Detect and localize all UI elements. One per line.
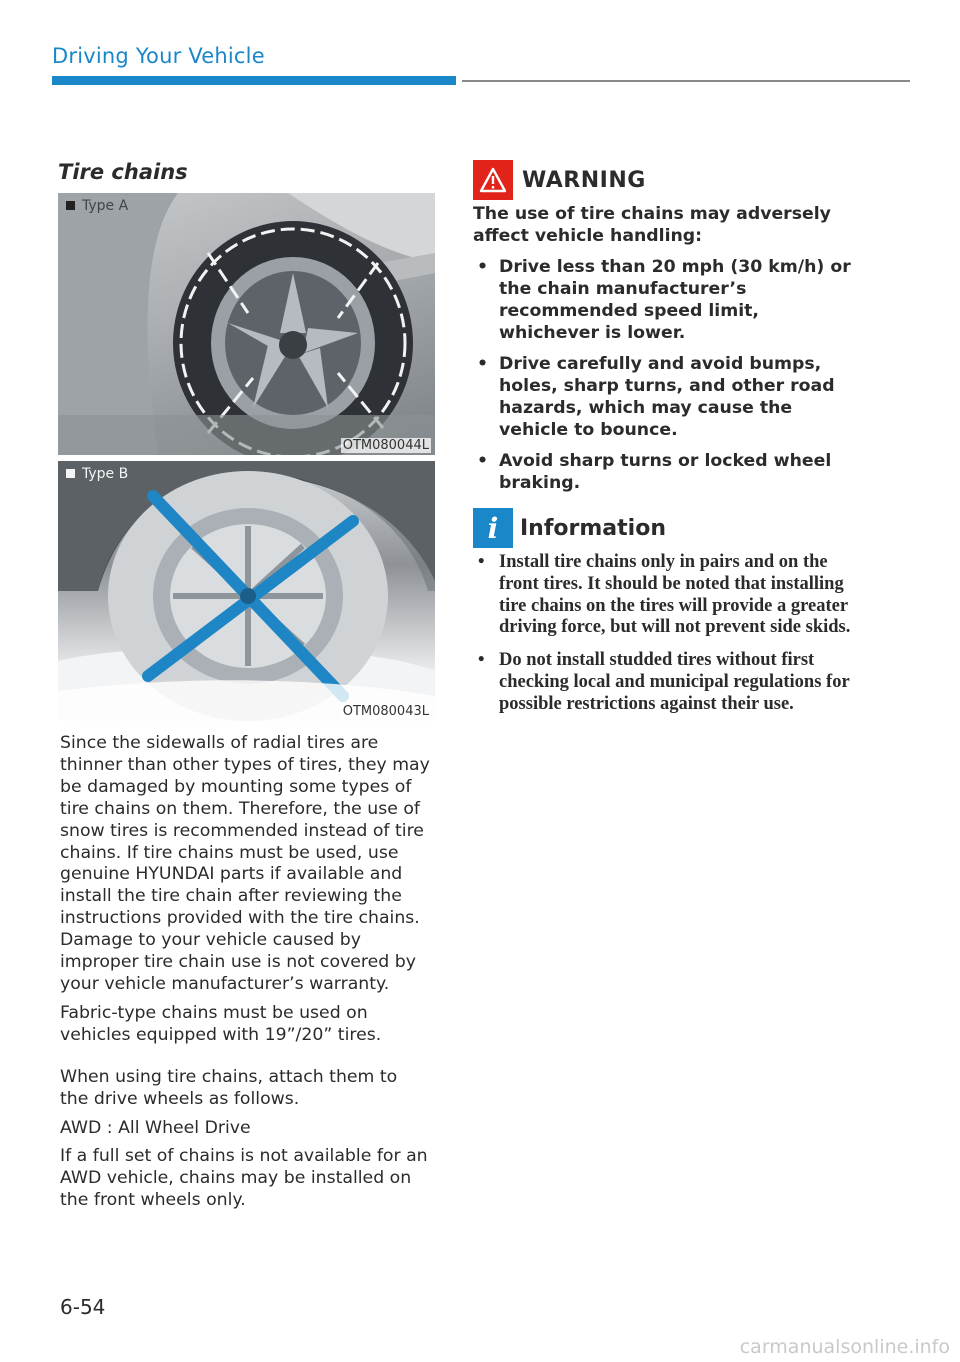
warning-body [473, 203, 853, 503]
wheel-chain-illustration-b [58, 461, 435, 721]
figure-code-b: OTM080043L [342, 704, 429, 719]
wheel-chain-illustration-a [58, 193, 435, 455]
warning-intro: The use of tire chains may adversely affect vehicle handling: [473, 204, 831, 246]
information-body [473, 552, 858, 727]
section-title: Tire chains [58, 160, 188, 184]
warning-triangle-icon [473, 160, 513, 200]
warning-item: • Drive carefully and avoid bumps, holes, sharp turns, and other road hazards, which may cause the vehicle to bounce. [477, 354, 835, 440]
body-text [60, 733, 430, 1219]
information-item: • Do not install studded tires without first checking local and municipal regulations for possible restrictions against their use. [478, 650, 850, 714]
figure-label-b: Type B [66, 466, 128, 482]
information-list [473, 552, 858, 716]
bullet-icon: • [477, 257, 489, 277]
information-item: • Install tire chains only in pairs and on the front tires. It should be noted that installing tire chains on the tires will provide a greater driving force, but will not prevent side skids. [478, 552, 851, 638]
warning-title: WARNING [522, 167, 646, 193]
header-rule [462, 80, 910, 82]
bullet-icon: • [478, 552, 485, 572]
body-paragraph: Fabric-type chains must be used on vehicles equipped with 19”/20” tires. [60, 1002, 382, 1045]
body-paragraph: AWD : All Wheel Drive [60, 1117, 251, 1138]
body-paragraph: If a full set of chains is not available for an AWD vehicle, chains may be installed on the front wheels only. [60, 1146, 428, 1211]
bullet-icon: • [478, 650, 485, 671]
information-title: Information [520, 515, 666, 541]
body-paragraph: When using tire chains, attach them to the drive wheels as follows. [60, 1066, 398, 1109]
warning-header [473, 160, 646, 200]
page-number: 6-54 [60, 1295, 106, 1319]
header-accent-bar [52, 76, 456, 85]
warning-list [473, 256, 853, 494]
bullet-icon: • [477, 451, 489, 471]
square-bullet-icon [66, 201, 75, 210]
body-paragraph: Since the sidewalls of radial tires are thinner than other types of tires, they may be damaged by mounting some types of tire chains on them. Therefore, the use of snow tires is recommended instead of tire chains. If tire chains must be used, use genuine HYUNDAI parts if available and install the tire chain after reviewing the instructions provided with the tire chains. Damage to your vehicle caused by improper tire chain use is not covered by your vehicle manufacturer’s warranty. [60, 733, 430, 994]
figure-label-a: Type A [66, 198, 128, 214]
info-icon: i [473, 508, 513, 548]
figure-type-a [58, 193, 435, 455]
figure-code-a: OTM080044L [342, 438, 429, 453]
warning-item: • Drive less than 20 mph (30 km/h) or the chain manufacturer’s recommended speed limit, whichever is lower. [477, 257, 851, 343]
information-header [473, 508, 666, 548]
bullet-icon: • [477, 354, 489, 374]
running-header: Driving Your Vehicle [52, 44, 265, 68]
figure-type-b [58, 461, 435, 721]
square-bullet-icon [66, 469, 75, 478]
watermark: carmanualsonline.info [739, 1336, 950, 1358]
warning-item: • Avoid sharp turns or locked wheel braking. [477, 451, 832, 493]
